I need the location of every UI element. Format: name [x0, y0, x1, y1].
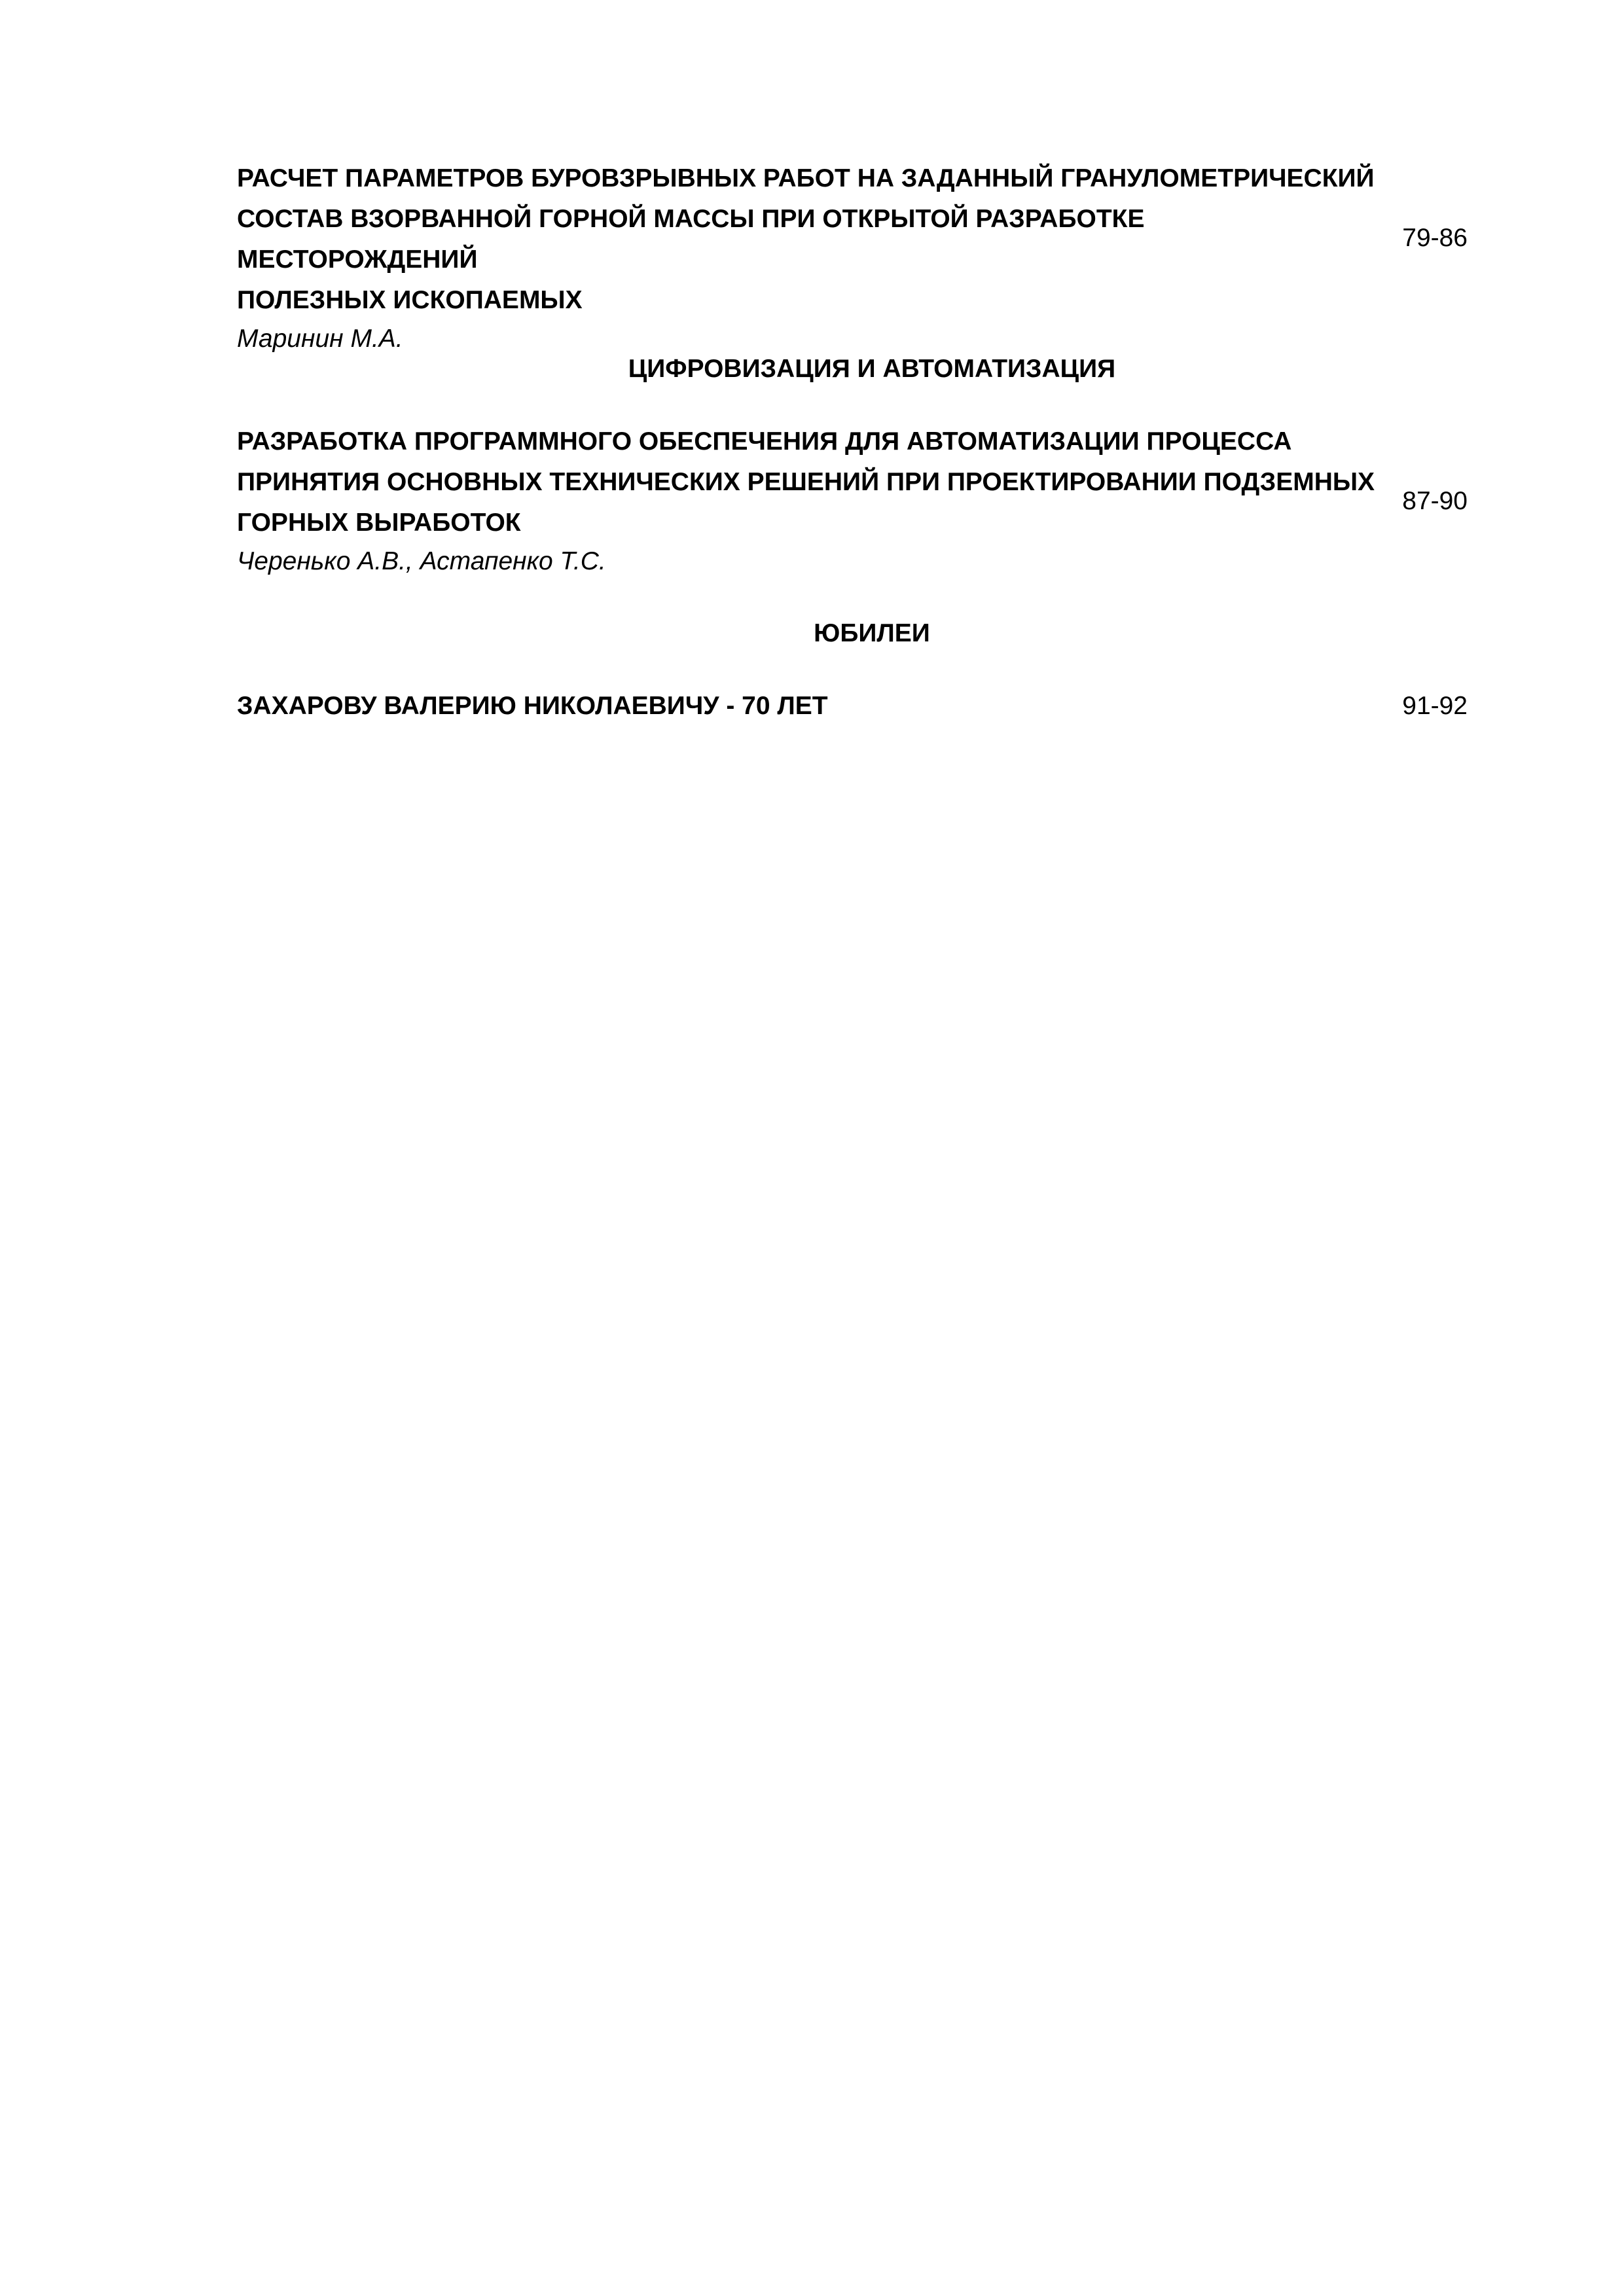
entry-title-line: РАЗРАБОТКА ПРОГРАММНОГО ОБЕСПЕЧЕНИЯ ДЛЯ АВТОМАТИЗАЦИИ ПРОЦЕССА	[237, 427, 1292, 456]
toc-entry[interactable]	[237, 158, 1468, 357]
entry-title-line: ЗАХАРОВУ ВАЛЕРИЮ НИКОЛАЕВИЧУ - 70 ЛЕТ	[237, 692, 828, 720]
entry-title	[237, 686, 1376, 726]
entry-page-range: 79-86	[1402, 224, 1468, 252]
entry-title-line: СОСТАВ ВЗОРВАННОЙ ГОРНОЙ МАССЫ ПРИ ОТКРЫТОЙ РАЗРАБОТКЕ МЕСТОРОЖДЕНИЙ	[237, 205, 1145, 274]
section-heading: ЦИФРОВИЗАЦИЯ И АВТОМАТИЗАЦИЯ	[628, 355, 1116, 383]
entry-title-line: ПОЛЕЗНЫХ ИСКОПАЕМЫХ	[237, 286, 583, 314]
toc-entry[interactable]	[237, 422, 1468, 580]
section-heading: ЮБИЛЕИ	[814, 619, 930, 647]
entry-authors: Черенько А.В., Астапенко Т.С.	[237, 547, 606, 575]
entry-title-line: ПРИНЯТИЯ ОСНОВНЫХ ТЕХНИЧЕСКИХ РЕШЕНИЙ ПРИ ПРОЕКТИРОВАНИИ ПОДЗЕМНЫХ	[237, 468, 1375, 496]
entry-title	[237, 422, 1376, 543]
entry-title	[237, 158, 1376, 321]
entry-page-range: 87-90	[1402, 487, 1468, 515]
entry-title-line: ГОРНЫХ ВЫРАБОТОК	[237, 509, 521, 537]
toc-entry[interactable]	[237, 686, 1468, 726]
entry-authors: Маринин М.А.	[237, 325, 403, 353]
entry-title-line: РАСЧЕТ ПАРАМЕТРОВ БУРОВЗРЫВНЫХ РАБОТ НА ЗАДАННЫЙ ГРАНУЛОМЕТРИЧЕСКИЙ	[237, 164, 1375, 192]
entry-page-range: 91-92	[1402, 692, 1468, 720]
